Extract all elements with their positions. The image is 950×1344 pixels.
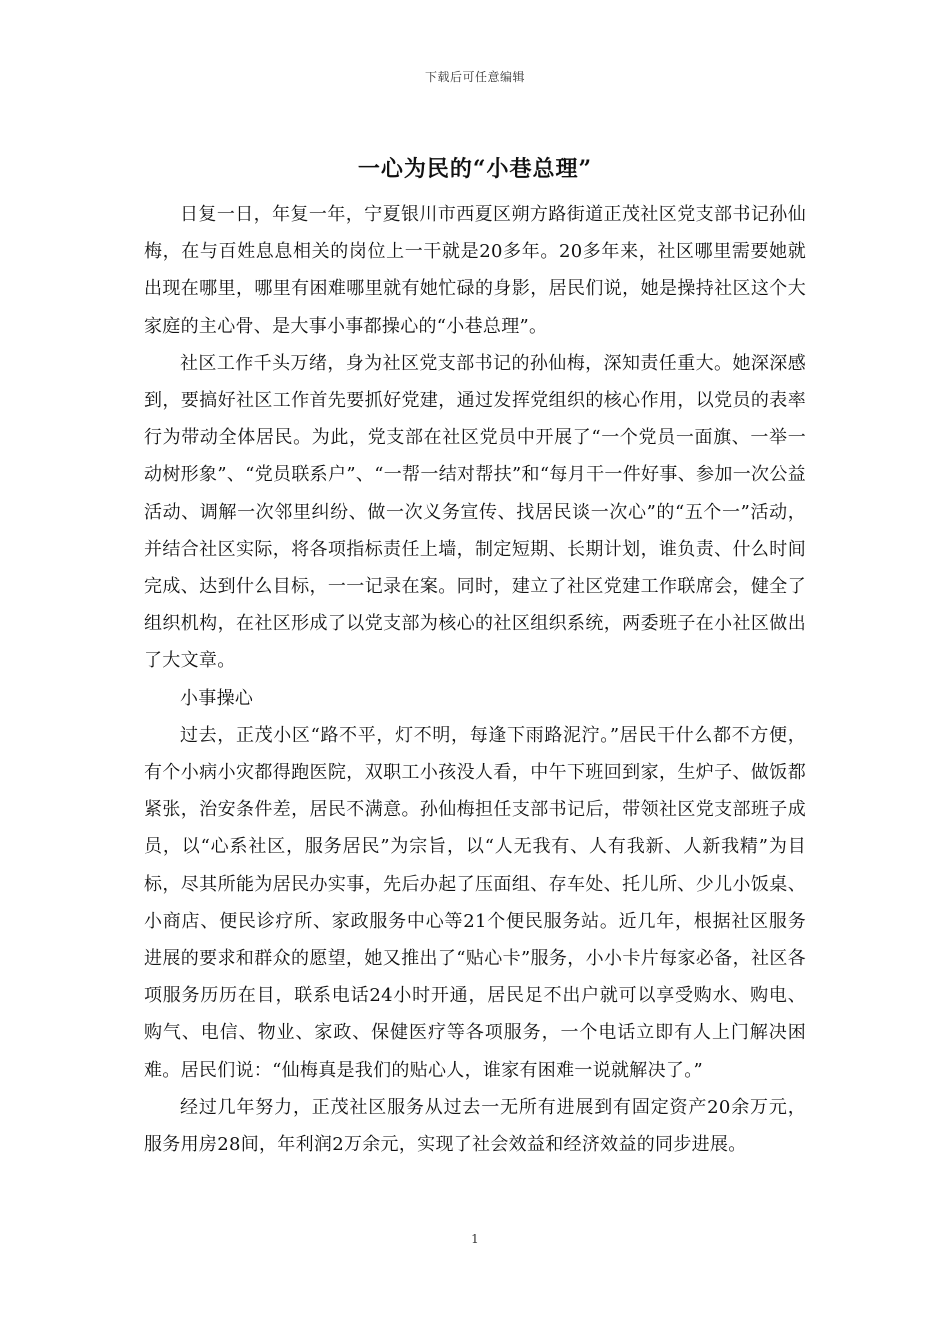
paragraph-services: 过去，正茂小区“路不平，灯不明，每逢下雨路泥泞。”居民干什么都不方便，有个小病小灾都得跑医院，双职工小孩没人看，中午下班回到家，生炉子、做饭都紧张，治安条件差，居民不满意。孙仙梅担任支部书记后，带领社区党支部班子成员，以“心系社区，服务居民”为宗旨，以“人无我有、人有我新、人新我精”为目标，尽其所能为居民办实事，先后办起了压面组、存车处、托儿所、少儿小饭桌、小商店、便民诊疗所、家政服务中心等21个便民服务站。近几年，根据社区服务进展的要求和群众的愿望，她又推出了“贴心卡”服务，小小卡片每家必备，社区各项服务历历在目，联系电话24小时开通，居民足不出户就可以享受购水、购电、购气、电信、物业、家政、保健医疗等各项服务，一个电话立即有人上门解决困难。居民们说：“仙梅真是我们的贴心人，谁家有困难一说就解决了。” bbox=[144, 724, 806, 1081]
page-header-note: 下载后可任意编辑 bbox=[424, 70, 525, 84]
document-title: 一心为民的“小巷总理” bbox=[357, 156, 593, 182]
paragraph-intro: 日复一日，年复一年，宁夏银川市西夏区朔方路街道正茂社区党支部书记孙仙梅，在与百姓息息相关的岗位上一干就是20多年。20多年来，社区哪里需要她就出现在哪里，哪里有困难哪里就有她忙碌的身影，居民们说，她是操持社区这个大家庭的主心骨、是大事小事都操心的“小巷总理”。 bbox=[144, 204, 806, 337]
paragraph-results: 经过几年努力，正茂社区服务从过去一无所有进展到有固定资产20余万元，服务用房28间，年利润2万余元，实现了社会效益和经济效益的同步进展。 bbox=[144, 1096, 806, 1156]
paragraph-party-building: 社区工作千头万绪，身为社区党支部书记的孙仙梅，深知责任重大。她深深感到，要搞好社区工作首先要抓好党建，通过发挥党组织的核心作用，以党员的表率行为带动全体居民。为此，党支部在社区党员中开展了“一个党员一面旗、一举一动树形象”、“党员联系户”、“一帮一结对帮扶”和“每月干一件好事、参加一次公益活动、调解一次邻里纠纷、做一次义务宣传、找居民谈一次心”的“五个一”活动，并结合社区实际，将各项指标责任上墙，制定短期、长期计划，谁负责、什么时间完成、达到什么目标，一一记录在案。同时，建立了社区党建工作联席会，健全了组织机构，在社区形成了以党支部为核心的社区组织系统，两委班子在小社区做出了大文章。 bbox=[144, 352, 806, 672]
page-number: 1 bbox=[471, 1232, 479, 1246]
document-body bbox=[144, 196, 806, 1163]
section-heading-small-matters: 小事操心 bbox=[180, 687, 254, 709]
